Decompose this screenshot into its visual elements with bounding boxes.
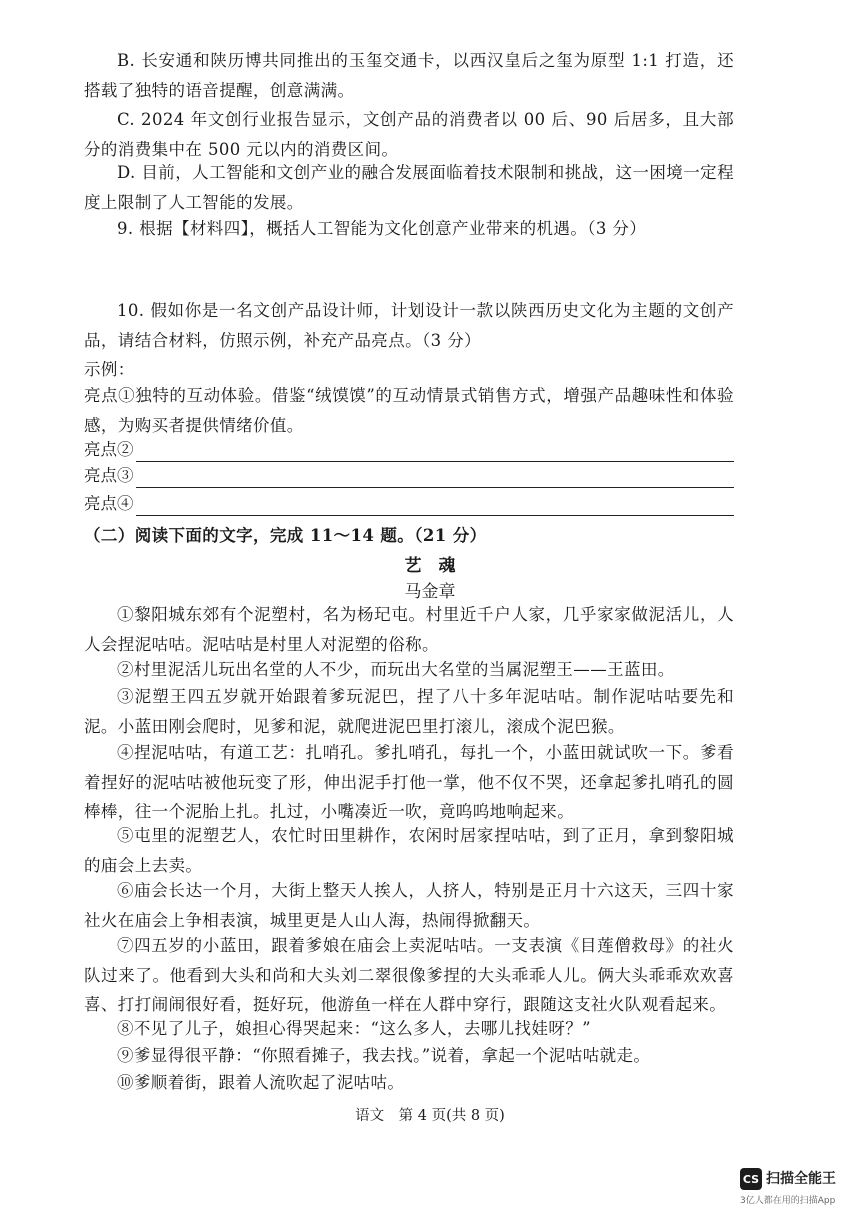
highlight-row-4 [84, 492, 734, 516]
highlight-label: 亮点④ [84, 494, 134, 513]
camscanner-brand: 扫描全能王 [766, 1171, 836, 1187]
story-paragraph-3: ③泥塑王四五岁就开始跟着爹玩泥巴，捏了八十多年泥咕咕。制作泥咕咕要先和泥。小蓝田刚会爬时，见爹和泥，就爬进泥巴里打滚儿，滚成个泥巴猴。 [84, 687, 734, 736]
question-9: 9. 根据【材料四】，概括人工智能为文化创意产业带来的机遇。（3 分） [117, 219, 647, 238]
story-paragraph-5: ⑤屯里的泥塑艺人，农忙时田里耕作，农闲时居家捏咕咕，到了正月，拿到黎阳城的庙会上去卖。 [84, 826, 734, 875]
story-paragraph-2: ②村里泥活儿玩出名堂的人不少，而玩出大名堂的当属泥塑王——王蓝田。 [117, 660, 675, 679]
highlight-row-2 [84, 438, 734, 462]
story-author: 马金章 [404, 582, 456, 602]
story-paragraph-6: ⑥庙会长达一个月，大街上整天人挨人，人挤人，特别是正月十六这天，三四十家社火在庙会上争相表演，城里更是人山人海，热闹得掀翻天。 [84, 881, 734, 930]
question-10: 10. 假如你是一名文创产品设计师，计划设计一款以陕西历史文化为主题的文创产品，请结合材料，仿照示例，补充产品亮点。（3 分） [84, 301, 734, 350]
page-footer: 语文 第 4 页(共 8 页) [355, 1108, 505, 1124]
highlight-row-3 [84, 464, 734, 488]
camscanner-slogan: 3亿人都在用的扫描App [740, 1196, 836, 1206]
answer-line[interactable] [136, 469, 735, 488]
highlight-label: 亮点② [84, 440, 134, 459]
story-paragraph-9: ⑨爹显得很平静：“你照看摊子，我去找。”说着，拿起一个泥咕咕就走。 [117, 1046, 651, 1065]
camscanner-logo-icon: CS [740, 1168, 762, 1190]
option-d: D. 目前，人工智能和文创产业的融合发展面临着技术限制和挑战，这一困境一定程度上限制了人工智能的发展。 [84, 163, 734, 212]
section-heading: （二）阅读下面的文字，完成 11～14 题。（21 分） [84, 526, 487, 545]
example-text: 亮点①独特的互动体验。借鉴“绒馍馍”的互动情景式销售方式，增强产品趣味性和体验感，为购买者提供情绪价值。 [84, 386, 734, 435]
option-b: B. 长安通和陕历博共同推出的玉玺交通卡，以西汉皇后之玺为原型 1:1 打造，还搭载了独特的语音提醒，创意满满。 [84, 51, 734, 100]
story-paragraph-1: ①黎阳城东郊有个泥塑村，名为杨玘屯。村里近千户人家，几乎家家做泥活儿，人人会捏泥咕咕。泥咕咕是村里人对泥塑的俗称。 [84, 605, 734, 654]
option-c: C. 2024 年文创行业报告显示，文创产品的消费者以 00 后、90 后居多，且大部分的消费集中在 500 元以内的消费区间。 [84, 110, 734, 159]
story-paragraph-4: ④捏泥咕咕，有道工艺：扎哨孔。爹扎哨孔，每扎一个，小蓝田就试吹一下。爹看着捏好的泥咕咕被他玩变了形，伸出泥手打他一掌，他不仅不哭，还拿起爹扎哨孔的圆棒棒，往一个泥胎上扎。扎过，小嘴凑近一吹，竟呜呜地响起来。 [84, 743, 734, 821]
highlight-label: 亮点③ [84, 466, 134, 485]
example-label: 示例： [84, 360, 135, 379]
story-title: 艺 魂 [404, 556, 456, 576]
story-paragraph-10: ⑩爹顺着街，跟着人流吹起了泥咕咕。 [117, 1073, 405, 1092]
answer-line[interactable] [136, 497, 735, 516]
answer-line[interactable] [136, 443, 735, 462]
story-paragraph-7: ⑦四五岁的小蓝田，跟着爹娘在庙会上卖泥咕咕。一支表演《目莲僧救母》的社火队过来了。他看到大头和尚和大头刘二翠很像爹捏的大头乖乖人儿。俩大头乖乖欢欢喜喜、打打闹闹很好看，挺好玩，他游鱼一样在人群中穿行，跟随这支社火队观看起来。 [84, 936, 734, 1014]
story-paragraph-8: ⑧不见了儿子，娘担心得哭起来：“这么多人，去哪儿找娃呀？” [117, 1019, 591, 1038]
